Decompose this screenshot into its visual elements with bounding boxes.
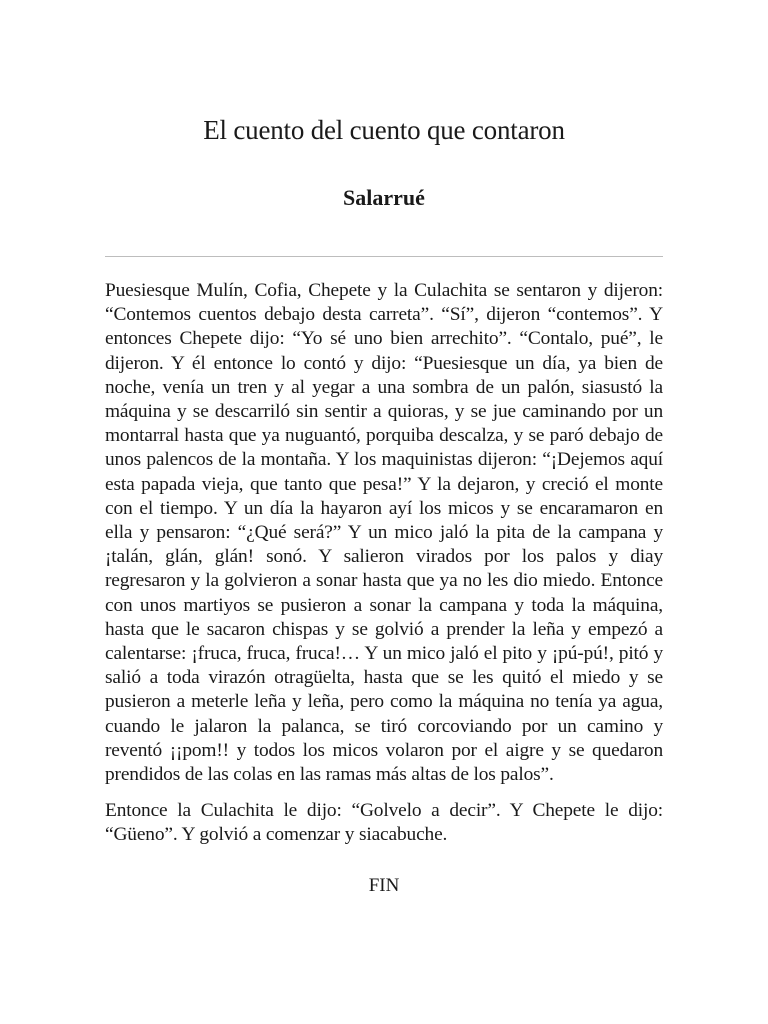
author-name: Salarrué: [343, 185, 425, 210]
title-divider: [105, 256, 663, 257]
story-title: El cuento del cuento que contaron: [203, 115, 565, 145]
end-marker: FIN: [368, 875, 400, 896]
story-body: [105, 279, 663, 848]
story-paragraph-2: Entonce la Culachita le dijo: “Golvelo a decir”. Y Chepete le dijo: “Güeno”. Y golvió a comenzar y siacabuche.: [105, 800, 663, 846]
story-paragraph-1: Puesiesque Mulín, Cofia, Chepete y la Culachita se sentaron y dijeron: “Contemos cuentos debajo desta carreta”. “Sí”, dijeron “contemos”. Y entonces Chepete dijo: “Yo sé uno bien arrechito”. “Contalo, pué”, le dijeron. Y él entonce lo contó y dijo: “Puesiesque un día, ya bien de noche, venía un tren y al yegar a una sombra de un palón, siasustó la máquina y se descarriló sin sentir a quioras, y se jue caminando por un montarral hasta que ya nuguantó, porquiba descalza, y se paró debajo de unos palencos de la montaña. Y los maquinistas dijeron: “¡Dejemos aquí esta papada vieja, que tanto que pesa!” Y la dejaron, y creció el monte con el tiempo. Y un día la hayaron ayí los micos y se encaramaron en ella y pensaron: “¿Qué será?” Y un mico jaló la pita de la campana y ¡talán, glán, glán! sonó. Y salieron virados por los palos y diay regresaron y la golvieron a sonar hasta que ya no les dio miedo. Entonce con unos martiyos se pusieron a sonar la campana y toda la máquina, hasta que le sacaron chispas y se golvió a prender la leña y empezó a calentarse: ¡fruca, fruca, fruca!… Y un mico jaló el pito y ¡pú-pú!, pitó y salió a toda virazón otragüelta, hasta que se les quitó el miedo y se pusieron a meterle leña y leña, pero como la máquina no tenía ya agua, cuando le jalaron la palanca, se tiró corcoviando por un camino y reventó ¡¡pom!! y todos los micos volaron por el aigre y se quedaron prendidos de las colas en las ramas más altas de los palos”.: [105, 280, 663, 786]
